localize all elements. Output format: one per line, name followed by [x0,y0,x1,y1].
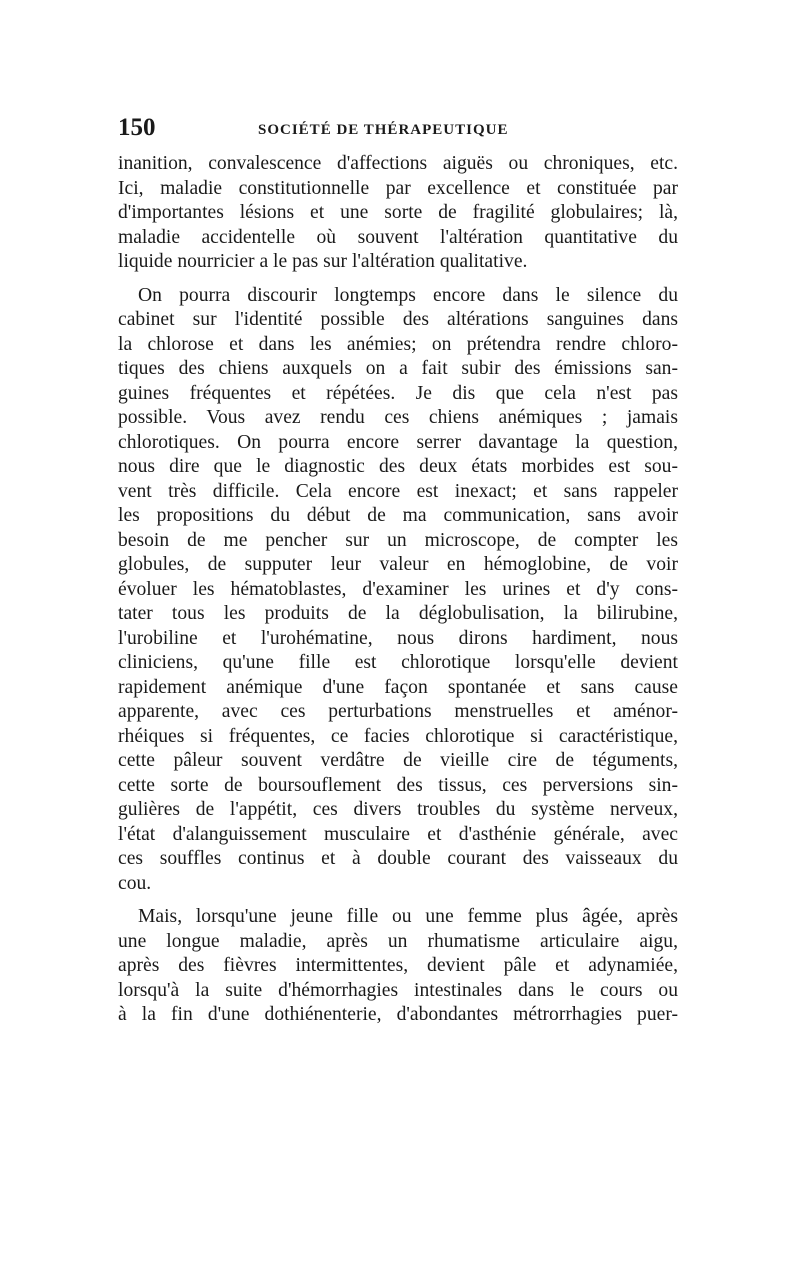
text-line: liquide nourricier a le pas sur l'altération qualitative. [118,251,528,272]
text-line: évoluer les hématoblastes, d'examiner les urines et d'y cons- [118,578,678,600]
running-head [118,113,678,143]
text-line: ces souffles continus et à double courant des vaisseaux du [118,848,678,869]
paragraph-3 [118,905,678,1028]
text-line: cette sorte de boursouflement des tissus, ces perversions sin- [118,774,678,796]
text-line: rapidement anémique d'une façon spontanée et sans cause [118,676,678,698]
text-line: rhéiques si fréquentes, ce facies chlorotique si caractéristique, [118,725,678,747]
text-line: maladie accidentelle où souvent l'altération quantitative du [118,226,678,248]
text-line: globules, de supputer leur valeur en hémoglobine, de voir [118,554,678,575]
text-line: possible. Vous avez rendu ces chiens anémiques ; jamais [118,407,678,428]
text-line: l'état d'alanguissement musculaire et d'asthénie générale, avec [118,823,678,845]
text-line: l'urobiline et l'urohématine, nous dirons hardiment, nous [118,627,678,649]
text-line: cou. [118,872,152,894]
text-line: On pourra discourir longtemps encore dans le silence du [138,284,678,306]
text-line: les propositions du début de ma communication, sans avoir [118,505,678,526]
text-line: nous dire que le diagnostic des deux états morbides est sou- [118,456,678,477]
text-line: Ici, maladie constitutionnelle par excellence et constituée par [118,177,678,199]
text-line: tiques des chiens auxquels on a fait subir des émissions san- [118,358,678,379]
text-line: après des fièvres intermittentes, devient pâle et adynamiée, [118,955,678,976]
text-line: lorsqu'à la suite d'hémorrhagies intestinales dans le cours ou [118,979,678,1001]
text-line: cette pâleur souvent verdâtre de vieille cire de téguments, [118,750,678,771]
text-line: tater tous les produits de la déglobulisation, la bilirubine, [118,603,678,624]
text-line: guines fréquentes et répétées. Je dis que cela n'est pas [118,382,678,404]
paragraph-1 [118,152,678,275]
text-line: d'importantes lésions et une sorte de fragilité globulaires; là, [118,202,678,223]
text-line: une longue maladie, après un rhumatisme articulaire aigu, [118,930,678,952]
text-line: vent très difficile. Cela encore est inexact; et sans rappeler [118,480,678,502]
text-line: gulières de l'appétit, ces divers troubles du système nerveux, [118,799,678,820]
text-line: cliniciens, qu'une fille est chlorotique lorsqu'elle devient [118,652,678,673]
text-line: inanition, convalescence d'affections aiguës ou chroniques, etc. [118,153,678,174]
running-title: SOCIÉTÉ DE THÉRAPEUTIQUE [258,122,509,138]
body-text [118,152,678,1028]
text-line: à la fin d'une dothiénenterie, d'abondantes métrorrhagies puer- [118,1004,678,1025]
text-line: chlorotiques. On pourra encore serrer davantage la question, [118,431,678,453]
text-line: apparente, avec ces perturbations menstruelles et aménor- [118,701,678,722]
text-line: la chlorose et dans les anémies; on prétendra rendre chloro- [118,333,678,355]
paragraph-2 [118,284,678,897]
page-number: 150 [118,114,156,141]
text-line: besoin de me pencher sur un microscope, de compter les [118,529,678,551]
text-line: Mais, lorsqu'une jeune fille ou une femme plus âgée, après [138,906,678,927]
text-line: cabinet sur l'identité possible des altérations sanguines dans [118,309,678,330]
